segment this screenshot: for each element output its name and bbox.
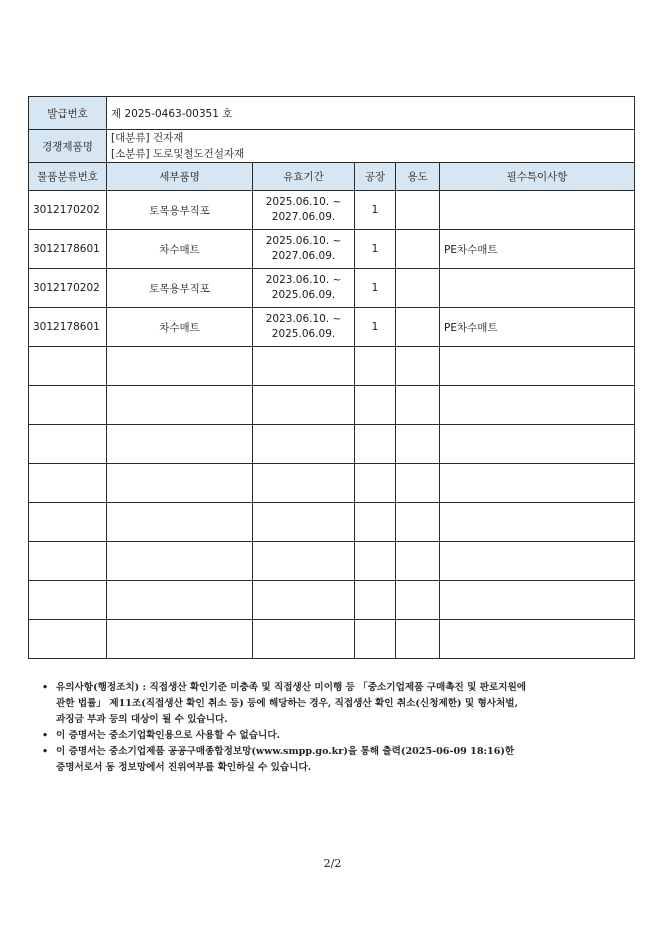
period-start: 2023.06.10. ~: [265, 313, 342, 325]
period-start: 2023.06.10. ~: [265, 274, 342, 286]
cell-notes: [440, 269, 635, 308]
empty-table-row: [29, 503, 635, 542]
period-end: 2027.06.09.: [271, 211, 336, 223]
cell-code: 3012178601: [29, 308, 107, 347]
cell-period: [253, 503, 355, 542]
cell-use: [396, 269, 440, 308]
cell-name: [107, 386, 253, 425]
table-row: [29, 308, 635, 347]
cell-use: [396, 581, 440, 620]
cell-factory: 1: [355, 269, 396, 308]
cell-use: [396, 230, 440, 269]
bullet-icon: •: [42, 746, 49, 757]
minor-category: [소분류] 도로및철도건설자재: [111, 148, 245, 160]
notice-line: 유의사항(행정조치) : 직접생산 확인기준 미충족 및 직접생산 미이행 등 「중소기업제품 구매촉진 및 판로지원에: [56, 682, 527, 693]
cell-factory: [355, 503, 396, 542]
notice-line: 증명서로서 동 정보망에서 진위여부를 확인하실 수 있습니다.: [56, 762, 312, 773]
product-categories: [107, 130, 635, 163]
cell-notes: [440, 347, 635, 386]
cell-use: [396, 308, 440, 347]
cell-code: [29, 386, 107, 425]
cell-name: 차수매트: [107, 308, 253, 347]
cell-name: [107, 581, 253, 620]
notice-line: 이 증명서는 중소기업제품 공공구매종합정보망(www.smpp.go.kr)을 통해 출력(2025-06-09 18:16)한: [56, 746, 515, 757]
cell-period: [253, 542, 355, 581]
issue-number-row: [29, 97, 635, 130]
cell-period: [253, 581, 355, 620]
notice-verification: [42, 744, 638, 776]
period-start: 2025.06.10. ~: [265, 235, 342, 247]
cell-factory: [355, 386, 396, 425]
col-header-use: 용도: [396, 163, 440, 191]
period-start: 2025.06.10. ~: [265, 196, 342, 208]
table-row: [29, 230, 635, 269]
issue-number-label: 발급번호: [29, 97, 107, 130]
cell-notes: PE차수매트: [440, 308, 635, 347]
notice-administrative: [42, 680, 638, 728]
cell-code: 3012178601: [29, 230, 107, 269]
cell-code: [29, 503, 107, 542]
cell-name: [107, 620, 253, 659]
empty-table-row: [29, 347, 635, 386]
cell-notes: [440, 386, 635, 425]
cell-code: [29, 581, 107, 620]
col-header-notes: 필수특이사항: [440, 163, 635, 191]
cell-period: [253, 269, 355, 308]
cell-notes: [440, 542, 635, 581]
notice-usage: [42, 728, 638, 744]
cell-use: [396, 542, 440, 581]
cell-name: [107, 464, 253, 503]
cell-notes: [440, 620, 635, 659]
cell-use: [396, 425, 440, 464]
column-header-row: [29, 163, 635, 191]
table-row: [29, 191, 635, 230]
cell-use: [396, 386, 440, 425]
cell-factory: 1: [355, 191, 396, 230]
cell-code: [29, 620, 107, 659]
cell-period: [253, 191, 355, 230]
cell-notes: [440, 503, 635, 542]
cell-notes: [440, 581, 635, 620]
cell-use: [396, 191, 440, 230]
cell-period: [253, 620, 355, 659]
cell-name: [107, 425, 253, 464]
table-row: [29, 269, 635, 308]
cell-name: 토목용부직포: [107, 269, 253, 308]
cell-use: [396, 620, 440, 659]
cell-period: [253, 425, 355, 464]
cell-code: [29, 425, 107, 464]
empty-table-row: [29, 464, 635, 503]
cell-name: [107, 347, 253, 386]
col-header-factory: 공장: [355, 163, 396, 191]
empty-table-row: [29, 386, 635, 425]
col-header-name: 세부품명: [107, 163, 253, 191]
cell-name: 차수매트: [107, 230, 253, 269]
cell-use: [396, 347, 440, 386]
col-header-code: 물품분류번호: [29, 163, 107, 191]
cell-name: [107, 503, 253, 542]
product-name-row: [29, 130, 635, 163]
cell-notes: PE차수매트: [440, 230, 635, 269]
cell-period: [253, 308, 355, 347]
empty-table-row: [29, 425, 635, 464]
notice-line: 관한 법률」 제11조(직접생산 확인 취소 등) 등에 해당하는 경우, 직접생산 확인 취소(신청제한) 및 형사처벌,: [56, 698, 518, 709]
cell-period: [253, 347, 355, 386]
notice-line: 과징금 부과 등의 대상이 될 수 있습니다.: [56, 714, 228, 725]
product-table: [28, 96, 635, 659]
cell-factory: [355, 425, 396, 464]
empty-table-row: [29, 581, 635, 620]
cell-factory: [355, 542, 396, 581]
cell-notes: [440, 191, 635, 230]
cell-code: [29, 347, 107, 386]
notice-line: 이 증명서는 중소기업확인용으로 사용할 수 없습니다.: [56, 730, 280, 741]
period-end: 2025.06.09.: [271, 289, 336, 301]
empty-table-row: [29, 542, 635, 581]
cell-period: [253, 230, 355, 269]
cell-factory: [355, 620, 396, 659]
period-end: 2025.06.09.: [271, 328, 336, 340]
cell-name: [107, 542, 253, 581]
cell-period: [253, 386, 355, 425]
cell-use: [396, 503, 440, 542]
cell-notes: [440, 464, 635, 503]
page-number: 2/2: [323, 857, 342, 870]
product-name-label: 경쟁제품명: [29, 130, 107, 163]
cell-period: [253, 464, 355, 503]
notice-section: [42, 680, 638, 776]
issue-number-value: 제 2025-0463-00351 호: [107, 97, 635, 130]
cell-use: [396, 464, 440, 503]
cell-code: 3012170202: [29, 269, 107, 308]
cell-factory: [355, 347, 396, 386]
bullet-icon: •: [42, 682, 49, 693]
period-end: 2027.06.09.: [271, 250, 336, 262]
bullet-icon: •: [42, 730, 49, 741]
cell-code: [29, 464, 107, 503]
cell-factory: 1: [355, 230, 396, 269]
cell-notes: [440, 425, 635, 464]
cell-factory: [355, 581, 396, 620]
empty-table-row: [29, 620, 635, 659]
major-category: [대분류] 건자재: [111, 132, 184, 144]
cell-factory: 1: [355, 308, 396, 347]
cell-factory: [355, 464, 396, 503]
col-header-period: 유효기간: [253, 163, 355, 191]
cell-name: 토목용부직포: [107, 191, 253, 230]
cell-code: [29, 542, 107, 581]
cell-code: 3012170202: [29, 191, 107, 230]
